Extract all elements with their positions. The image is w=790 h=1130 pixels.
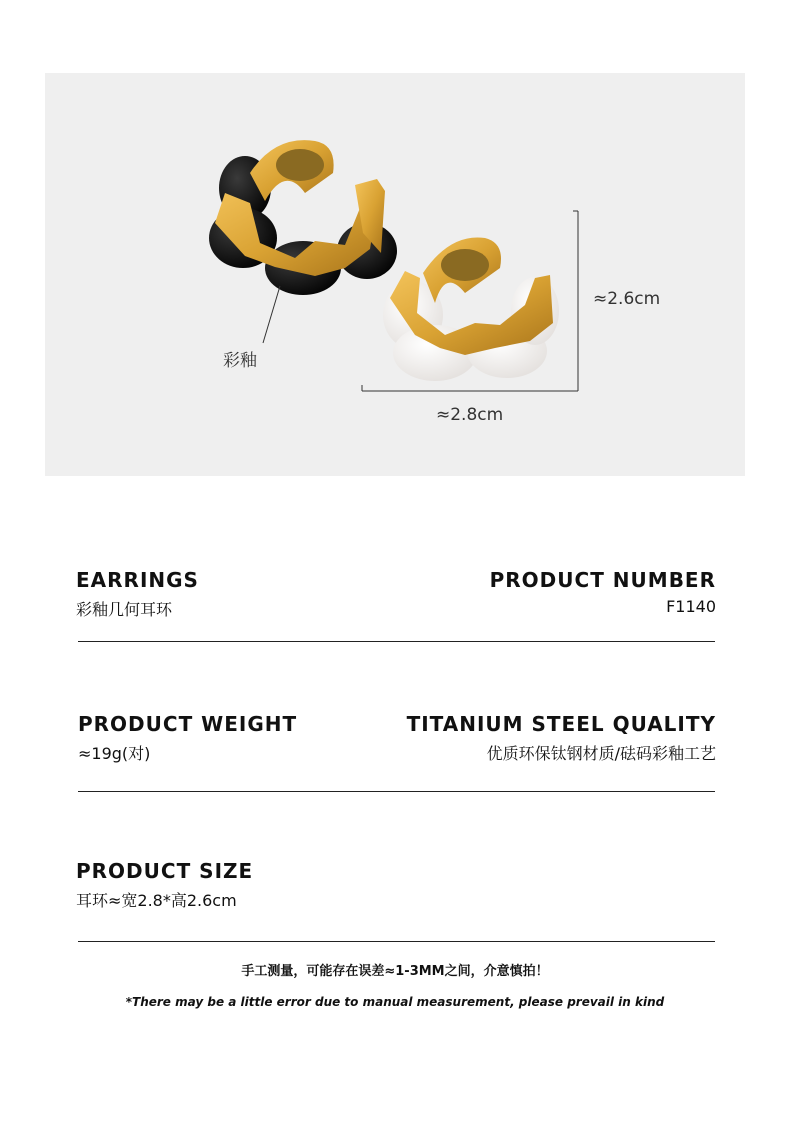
black-enamel-cuff xyxy=(209,140,397,295)
product-number-value: F1140 xyxy=(666,597,716,616)
quality-title: TITANIUM STEEL QUALITY xyxy=(406,712,716,736)
measurement-note-cn: 手工测量，可能存在误差≈1-3MM之间，介意慎拍！ xyxy=(241,964,549,979)
weight-title: PRODUCT WEIGHT xyxy=(78,712,298,736)
weight-value: ≈19g(对) xyxy=(78,744,151,763)
width-dimension-label: ≈2.8cm xyxy=(436,405,504,425)
product-number-title: PRODUCT NUMBER xyxy=(489,568,716,592)
earring-illustration xyxy=(45,73,745,476)
divider xyxy=(78,941,715,942)
callout-line xyxy=(263,286,280,343)
size-title: PRODUCT SIZE xyxy=(76,859,254,883)
enamel-callout-label: 彩釉 xyxy=(223,351,257,371)
white-enamel-cuff xyxy=(383,237,559,381)
divider xyxy=(78,791,715,792)
product-photo xyxy=(45,73,745,476)
divider xyxy=(78,641,715,642)
earrings-value: 彩釉几何耳环 xyxy=(76,600,173,619)
height-dimension-label: ≈2.6cm xyxy=(593,289,661,309)
quality-value: 优质环保钛钢材质/砝码彩釉工艺 xyxy=(486,744,716,763)
size-value: 耳环≈宽2.8*高2.6cm xyxy=(76,891,237,910)
measurement-note-en: *There may be a little error due to manual measurement, please prevail in kind xyxy=(125,995,665,1009)
earrings-title: EARRINGS xyxy=(76,568,199,592)
